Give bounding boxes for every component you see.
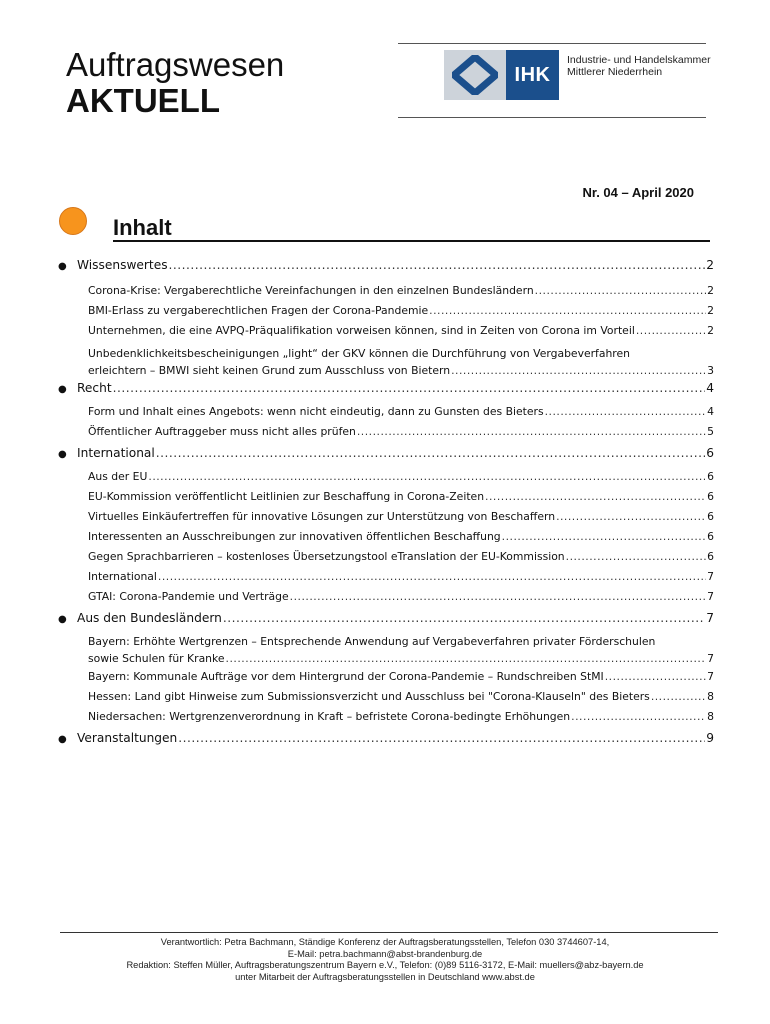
toc-entry-page: 7 [707,670,714,683]
footer-rule [60,932,718,933]
toc-entry-page: 5 [707,425,714,438]
toc-entry[interactable] [88,344,714,377]
toc-entry[interactable] [88,284,714,297]
toc-entry-text: sowie Schulen für Kranke [88,652,225,665]
toc-entry-page: 6 [707,530,714,543]
toc-entry-text: GTAI: Corona-Pandemie und Verträge [88,590,289,603]
toc-entry[interactable] [88,405,714,418]
toc-entry[interactable] [77,258,714,272]
toc-leader [636,324,706,337]
ihk-logo-text: IHK [506,50,559,100]
toc-entry-text: Aus den Bundesländern [77,611,222,625]
toc-entry[interactable] [77,446,714,460]
toc-entry[interactable] [88,510,714,523]
toc-entry[interactable] [88,530,714,543]
toc-entry-page: 4 [707,405,714,418]
toc-entry[interactable] [88,470,714,483]
toc-entry-text: Aus der EU [88,470,148,483]
toc-entry-page: 2 [707,324,714,337]
toc-entry-text: EU-Kommission veröffentlicht Leitlinien zur Beschaffung in Corona-Zeiten [88,490,485,503]
toc-entry-page: 6 [707,470,714,483]
toc-entry-page: 3 [707,364,714,377]
toc-leader [429,304,706,317]
toc-entry-page: 7 [707,590,714,603]
toc-entry-text: Unternehmen, die eine AVPQ-Präqualifikation vorweisen können, sind in Zeiten von Corona im Vorteil [88,324,635,337]
orange-dot-icon [59,207,87,235]
toc-leader [571,710,706,723]
toc-entry-text: International [77,446,155,460]
toc-entry-text: BMI-Erlass zu vergaberechtlichen Fragen der Corona-Pandemie [88,304,429,317]
footer-email-link[interactable]: E-Mail: petra.bachmann@abst-brandenburg.de [287,948,483,959]
toc-entry-text: Veranstaltungen [77,731,178,745]
toc-entry-page: 6 [707,550,714,563]
bullet-icon: ● [58,734,67,745]
toc-entry-text: Bayern: Kommunale Aufträge vor dem Hintergrund der Corona-Pandemie – Rundschreiben StMI [88,670,604,683]
toc-entry[interactable] [77,731,714,745]
toc-entry-page: 2 [707,284,714,297]
toc-heading: Inhalt [113,215,172,240]
toc-entry-text-line1: Bayern: Erhöhte Wertgrenzen – Entsprechende Anwendung auf Vergabeverfahren privater Förderschulen [88,635,656,648]
toc-leader [223,611,705,625]
toc-leader [156,446,705,460]
toc-entry-text: Recht [77,381,112,395]
toc-entry-page: 4 [706,381,714,395]
toc-leader [545,405,707,418]
toc-entry-text: Virtuelles Einkäufertreffen für innovative Lösungen zur Unterstützung von Beschaffern [88,510,556,523]
bullet-icon: ● [58,449,67,460]
toc-entry[interactable] [88,425,714,438]
header-rule-bottom [398,117,706,118]
toc-entry[interactable] [88,690,714,703]
footer [0,937,770,983]
toc-entry-page: 8 [707,690,714,703]
footer-line: unter Mitarbeit der Auftragsberatungsstellen in Deutschland www.abst.de [235,971,535,982]
toc-entry-text: Gegen Sprachbarrieren – kostenloses Übersetzungstool eTranslation der EU-Kommission [88,550,565,563]
toc-entry-page: 9 [706,731,714,745]
toc-leader [651,690,706,703]
toc-entry-page: 2 [707,304,714,317]
toc-entry-page: 7 [706,611,714,625]
toc-entry-text: Öffentlicher Auftraggeber muss nicht alles prüfen [88,425,356,438]
footer-line: Redaktion: Steffen Müller, Auftragsberatungszentrum Bayern e.V., Telefon: (0)89 5116-3172, E-Mail: muellers@abz-bayern.de [126,960,644,970]
toc-entry[interactable] [88,670,714,683]
toc-leader [451,364,706,377]
bullet-icon: ● [58,261,67,272]
toc-leader [158,570,706,583]
toc-entry[interactable] [77,381,714,395]
toc-entry-text: Niedersachen: Wertgrenzenverordnung in Kraft – befristete Corona-bedingte Erhöhungen [88,710,571,723]
org-name-line1: Industrie- und Handelskammer [567,54,711,66]
toc-entry-page: 7 [707,570,714,583]
toc-entry[interactable] [88,550,714,563]
toc-entry-text: Hessen: Land gibt Hinweise zum Submissionsverzicht und Ausschluss bei "Corona-Klauseln" des Bieters [88,690,650,703]
toc-entry[interactable] [77,611,714,625]
toc-entry-text: Corona-Krise: Vergaberechtliche Vereinfachungen in den einzelnen Bundesländern [88,284,534,297]
toc-leader [566,550,706,563]
header-rule-top [398,43,706,44]
toc-leader [535,284,706,297]
toc-entry-text: International [88,570,157,583]
toc-entry-page: 6 [706,446,714,460]
toc-leader [148,470,706,483]
toc-entry-page: 6 [707,510,714,523]
toc-entry-page: 2 [706,258,714,272]
bullet-icon: ● [58,614,67,625]
toc-entry[interactable] [88,632,714,665]
toc-entry-text: erleichtern – BMWI sieht keinen Grund zum Ausschluss von Bietern [88,364,451,377]
ihk-logo [444,50,559,100]
toc-entry-text: Form und Inhalt eines Angebots: wenn nicht eindeutig, dann zu Gunsten des Bieters [88,405,544,418]
toc-leader [485,490,706,503]
toc-entry-text: Wissenswertes [77,258,168,272]
toc-entry[interactable] [88,710,714,723]
toc-entry-text: Interessenten an Ausschreibungen zur innovativen öffentlichen Beschaffung [88,530,501,543]
toc-leader [113,381,706,395]
toc-leader [605,670,706,683]
bullet-icon: ● [58,384,67,395]
issue-number: Nr. 04 – April 2020 [582,185,694,200]
toc-entry[interactable] [88,590,714,603]
footer-line: Verantwortlich: Petra Bachmann, Ständige Konferenz der Auftragsberatungsstellen, Telefon 030 3744607-14, [160,937,610,947]
toc-leader [556,510,706,523]
toc-leader [290,590,706,603]
toc-entry[interactable] [88,570,714,583]
toc-heading-rule [113,240,710,242]
page-title-line2: AKTUELL [66,82,220,119]
toc-entry-page: 6 [707,490,714,503]
toc-entry[interactable] [88,490,714,503]
toc-entry[interactable] [88,304,714,317]
toc-leader [178,731,705,745]
toc-leader [502,530,706,543]
toc-leader [169,258,706,272]
toc-entry-text-line1: Unbedenklichkeitsbescheinigungen „light“ der GKV können die Durchführung von Vergabeverfahren [88,347,630,360]
toc-leader [357,425,706,438]
toc-entry-page: 8 [707,710,714,723]
org-name-line2: Mittlerer Niederrhein [567,66,663,78]
toc-entry[interactable] [88,324,714,337]
ihk-logo-icon [444,50,506,100]
toc-entry-page: 7 [707,652,714,665]
toc-leader [226,652,707,665]
page-title-line1: Auftragswesen [66,46,285,83]
